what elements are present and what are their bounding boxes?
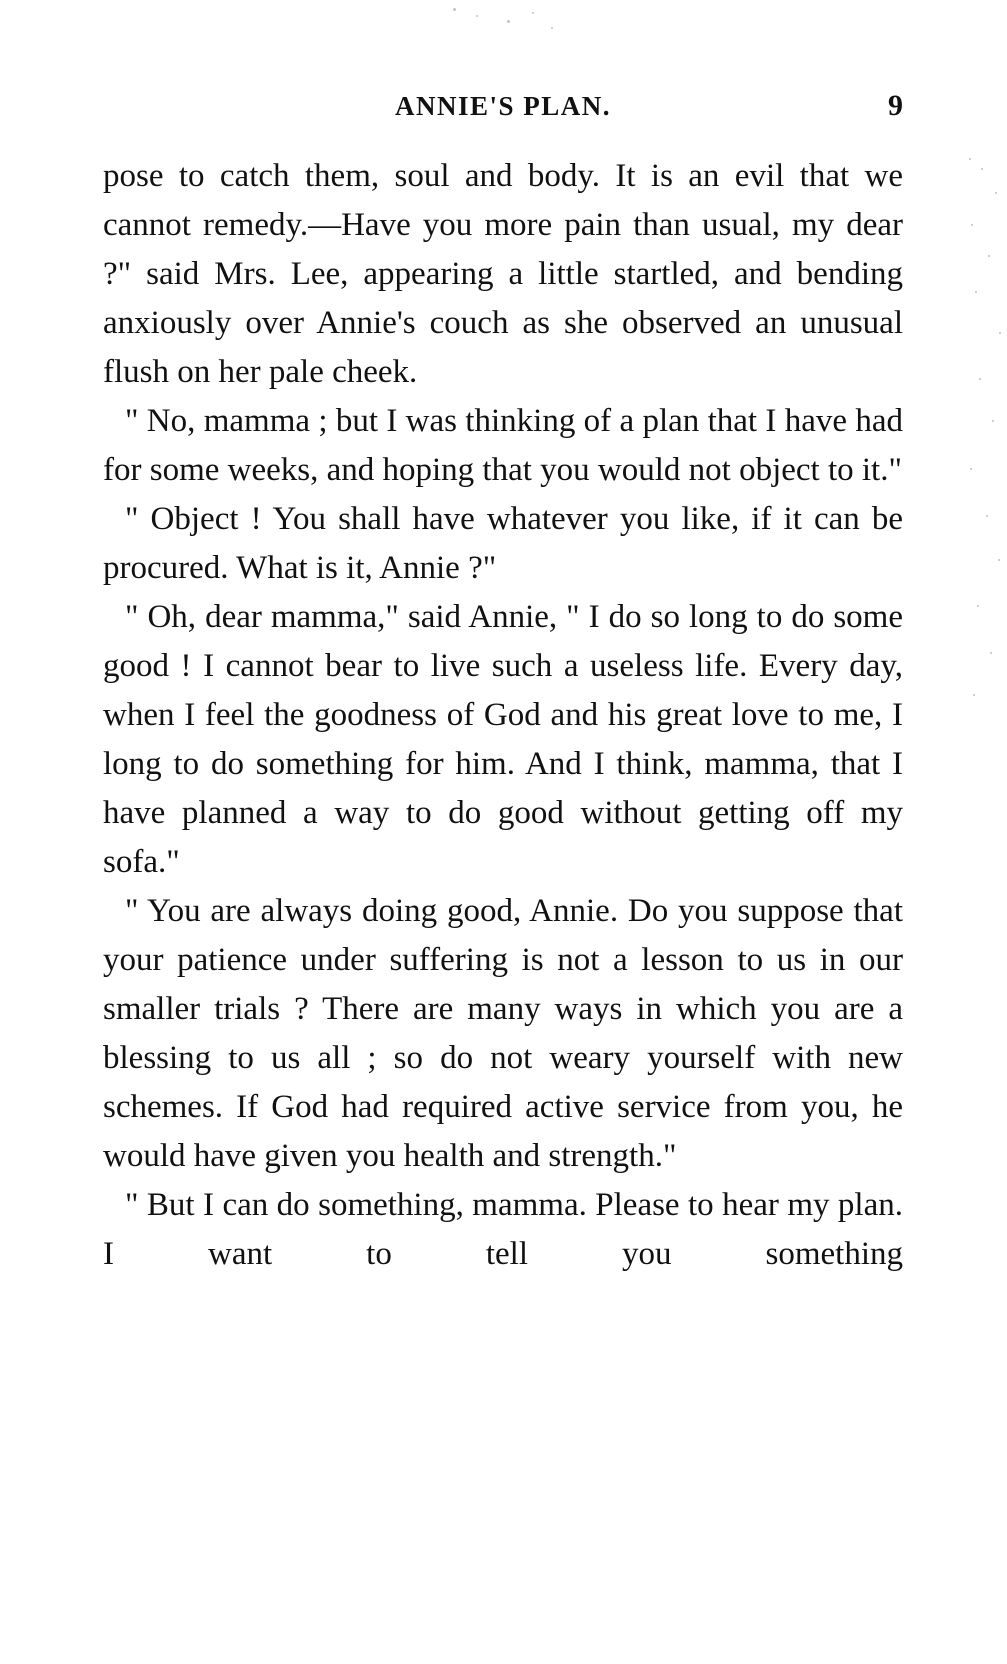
top-noise-speck: [507, 20, 510, 23]
paragraph-3: " Object ! You shall have whatever you like, if it can be procured. What is it, Annie ?": [103, 501, 903, 586]
paragraph-2: " No, mamma ; but I was thinking of a plan that I have had for some weeks, and hoping that you would not object to it.": [103, 403, 903, 488]
page-number: 9: [888, 89, 903, 122]
top-noise-speck: [532, 12, 534, 14]
top-noise-speck: [476, 15, 478, 17]
page-header: [103, 84, 903, 128]
paragraph-5: " You are always doing good, Annie. Do you suppose that your patience under suffering is not a lesson to us in our smaller trials ? There are many ways in which you are a blessing to us all ; so do not weary yourself with new schemes. If God had required active service from you, he would have given you health and strength.": [103, 893, 903, 1174]
noise-speck: [988, 255, 990, 257]
noise-speck: [973, 694, 975, 696]
noise-speck: [975, 291, 977, 293]
noise-speck: [969, 158, 971, 160]
paragraph-6: " But I can do something, mamma. Please to hear my plan. I want to tell you something: [103, 1187, 903, 1272]
noise-speck: [971, 224, 973, 226]
body-text: [103, 152, 903, 1279]
page-edge-noise: [961, 150, 1007, 710]
noise-speck: [979, 378, 981, 380]
noise-speck: [999, 332, 1001, 334]
paragraph-1: pose to catch them, soul and body. It is an evil that we cannot remedy.—Have you more pain than usual, my dear ?" said Mrs. Lee, appearing a little startled, and bending anxiously over Annie's couch as she observed an unusual flush on her pale cheek.: [103, 158, 903, 390]
noise-speck: [977, 605, 979, 607]
noise-speck: [990, 652, 992, 654]
top-noise-speck: [453, 8, 456, 11]
noise-speck: [995, 192, 997, 194]
noise-speck: [986, 515, 988, 517]
noise-speck: [970, 468, 972, 470]
running-title: ANNIE'S PLAN.: [394, 91, 612, 121]
noise-speck: [981, 168, 983, 170]
top-noise-speck: [551, 27, 553, 29]
noise-speck: [992, 420, 994, 422]
noise-speck: [998, 559, 1000, 561]
paragraph-4: " Oh, dear mamma," said Annie, " I do so long to do some good ! I cannot bear to live such a useless life. Every day, when I feel the goodness of God and his great love to me, I long to do something for him. And I think, mamma, that I have planned a way to do good without getting off my sofa.": [103, 599, 903, 880]
